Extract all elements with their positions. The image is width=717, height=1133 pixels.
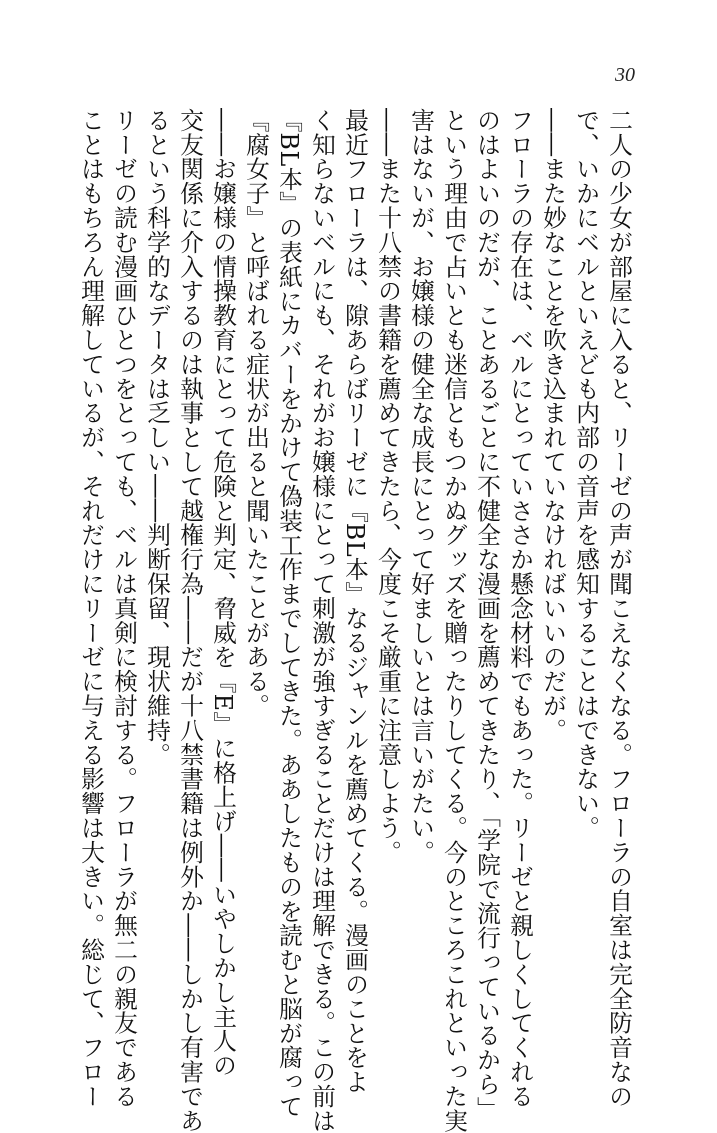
text-line: ――また妙なことを吹き込まれていなければいいのだが。 <box>539 108 567 743</box>
text-line: 交友関係に介入するのは執事として越権行為――だが十八禁書籍は例外か――しかし有害であ <box>176 108 204 1133</box>
text-line: ――また十八禁の書籍を薦めてきたら、今度こそ厳重に注意しよう。 <box>374 108 402 865</box>
text-line: 最近フローラは、隙あらばリーゼに『BL本』なるジャンルを薦めてくる。漫画のことをよ <box>341 108 369 1095</box>
novel-text-column <box>77 108 635 1133</box>
text-line: 二人の少女が部屋に入ると、リーゼの声が聞こえなくなる。フローラの自室は完全防音なの <box>605 108 633 1109</box>
text-line: のはよいのだが、ことあるごとに不健全な漫画を薦めてきたり、「学院で流行っているから」 <box>473 108 501 1121</box>
text-line: で、いかにベルといえども内部の音声を感知することはできない。 <box>572 108 600 840</box>
text-line: く知らないベルにも、それがお嬢様にとって刺激が強すぎることだけは理解できる。この前は <box>308 108 336 1133</box>
text-line: 害はないが、お嬢様の健全な成長にとって好ましいとは言いがたい。 <box>407 108 435 865</box>
text-line: ことはもちろん理解しているが、それだけにリーゼに与える影響は大きい。総じて、フロー <box>77 108 105 1109</box>
text-line: るという科学的なデータは乏しい――判断保留、現状維持。 <box>143 108 171 767</box>
text-line: リーゼの読む漫画ひとつをとっても、ベルは真剣に検討する。フローラが無二の親友である <box>110 108 138 1109</box>
text-line: という理由で占いとも迷信ともつかぬグッズを贈ったりしてくる。今のところこれといった実 <box>440 108 468 1133</box>
page-number: 30 <box>615 64 635 86</box>
text-line: 『腐女子』と呼ばれる症状が出ると聞いたことがある。 <box>242 108 270 718</box>
text-line: 『BL本』の表紙にカバーをかけて偽装工作までしてきた。ああしたものを読むと脳が腐って <box>275 108 303 1119</box>
text-line: フローラの存在は、ベルにとっていささか懸念材料でもあった。リーゼと親しくしてくれる <box>506 108 534 1109</box>
text-line: ――お嬢様の情操教育にとって危険と判定、脅威を『E』に格上げ――いやしかし主人の <box>209 108 237 1078</box>
